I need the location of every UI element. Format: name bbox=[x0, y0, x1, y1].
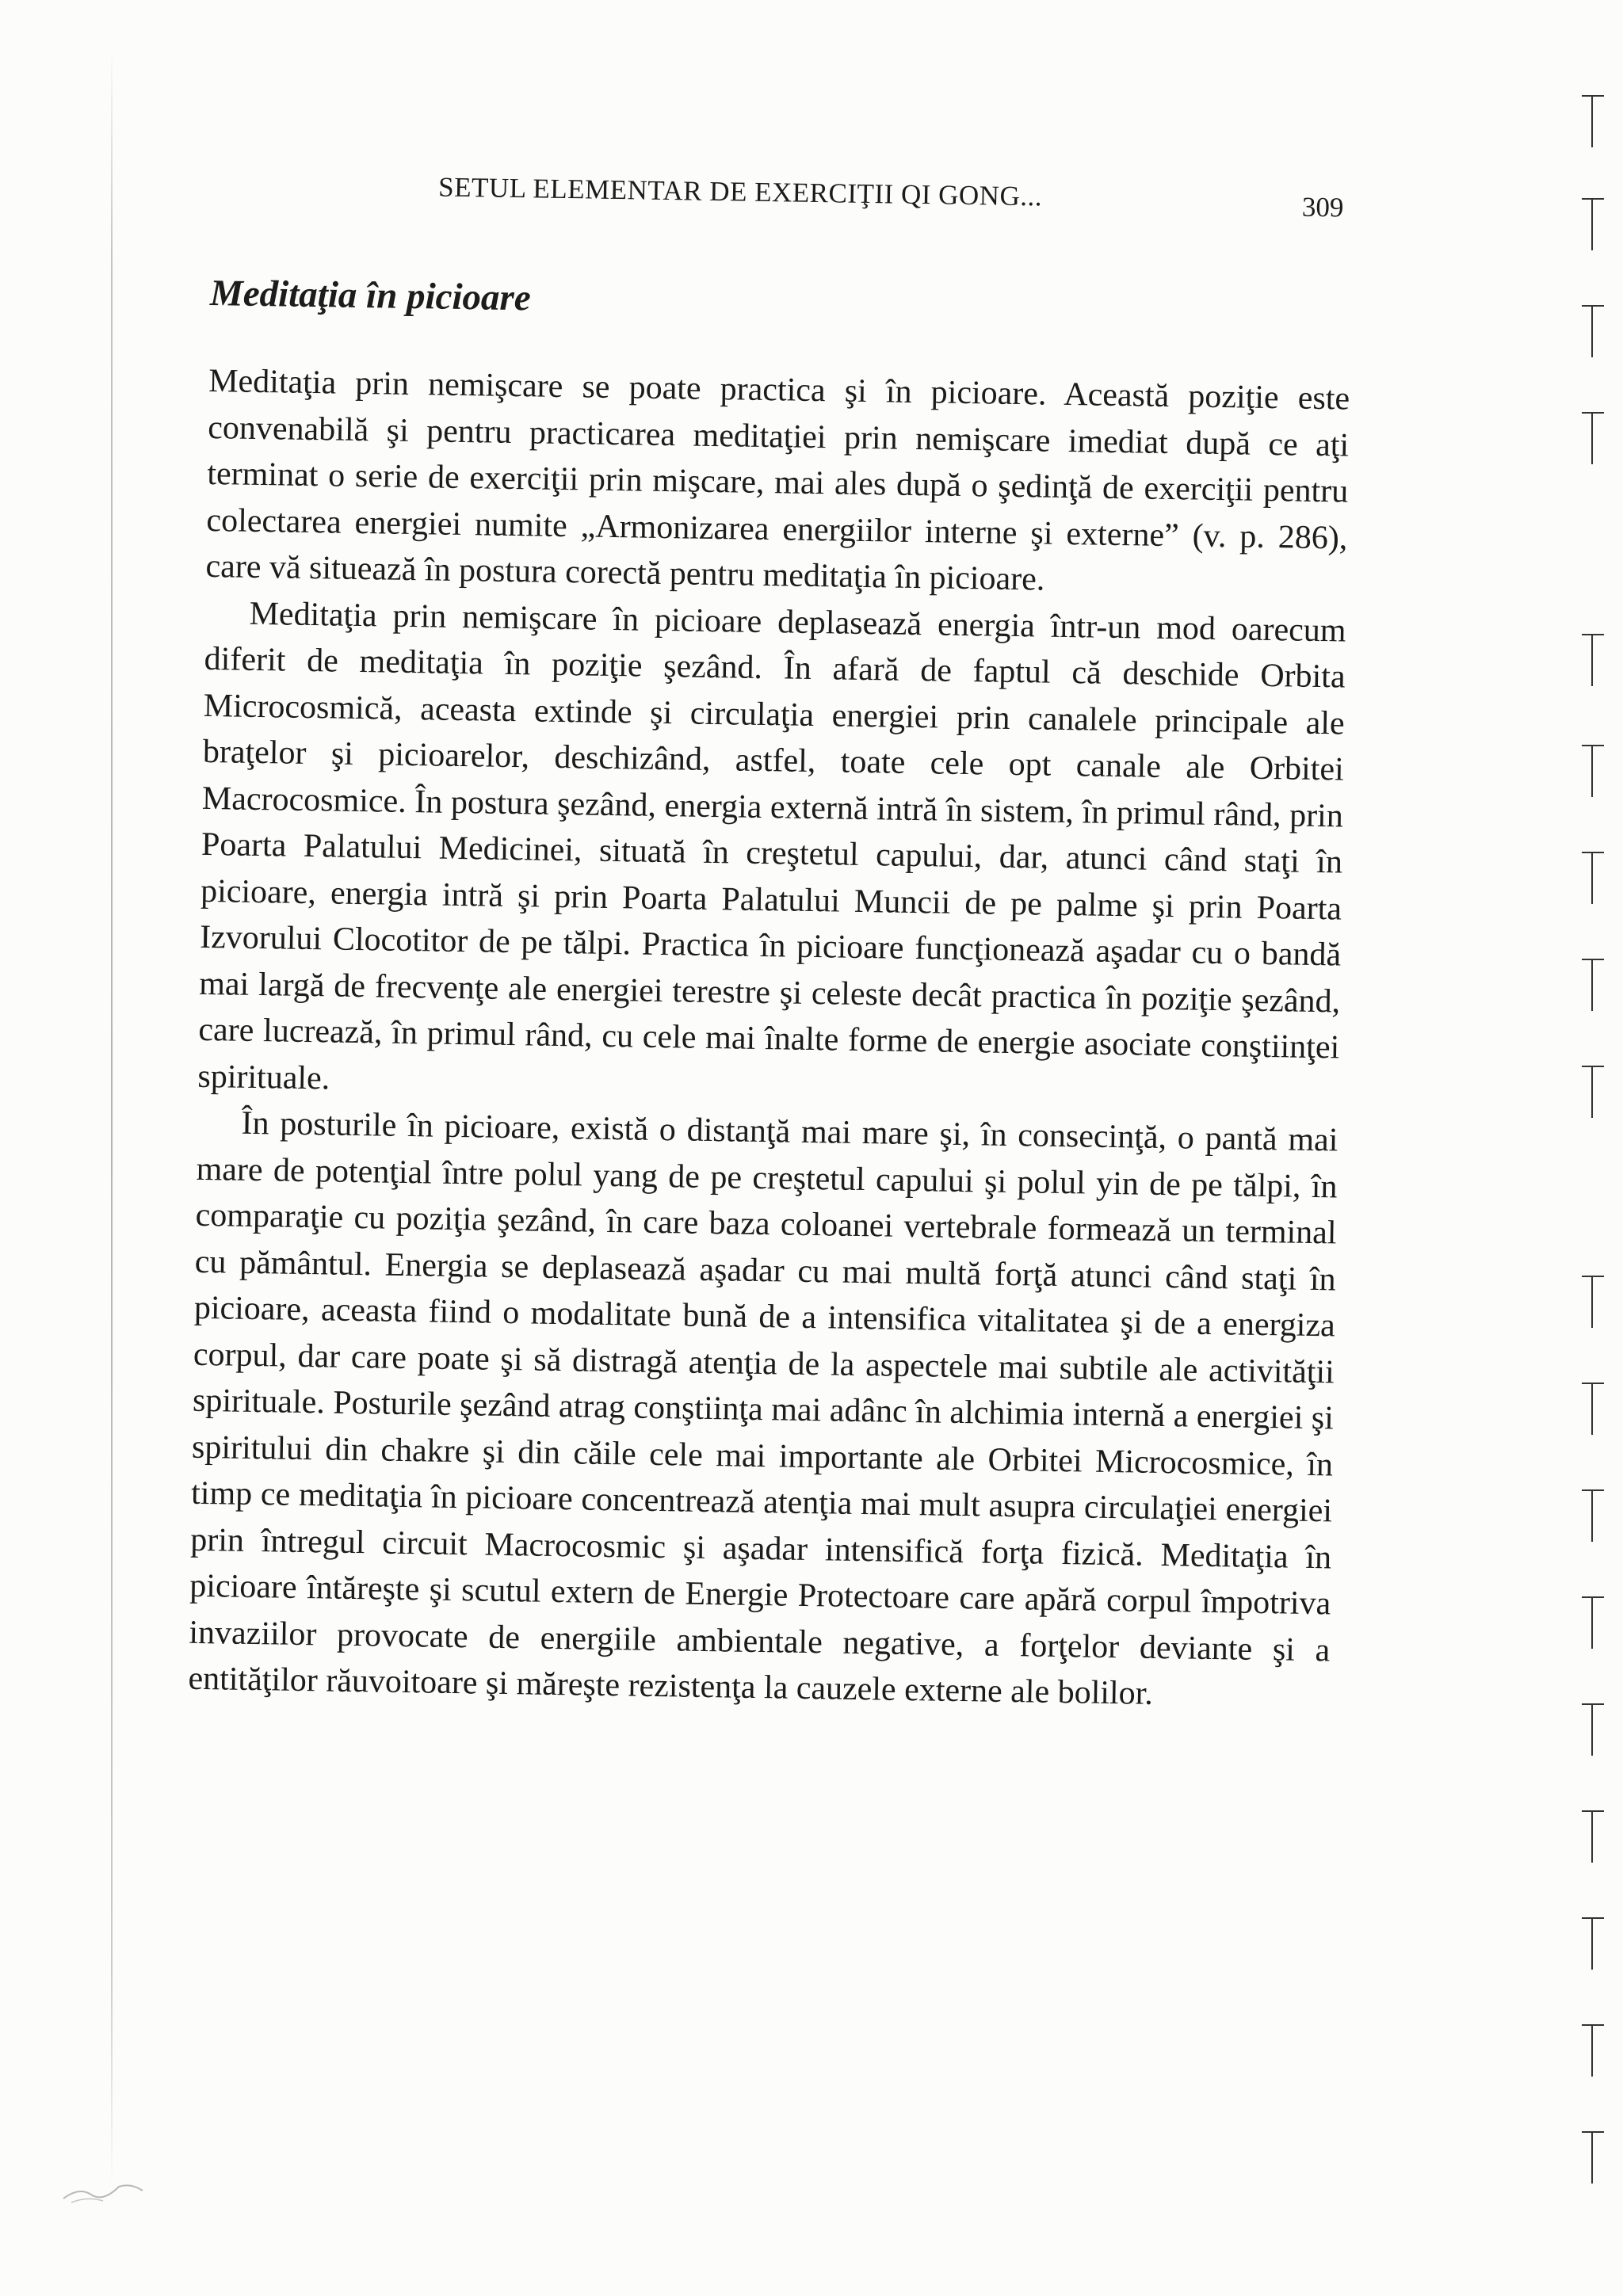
running-title: SETUL ELEMENTAR DE EXERCIŢII QI GONG... bbox=[437, 171, 1043, 212]
body-text bbox=[188, 358, 1350, 1720]
scan-edge-tick bbox=[1582, 1917, 1604, 1974]
scan-edge-tick bbox=[1582, 1489, 1604, 1547]
scan-edge-tick bbox=[1582, 305, 1604, 362]
scan-edge-tick bbox=[1582, 1383, 1604, 1440]
section-title: Meditaţia în picioare bbox=[209, 272, 532, 319]
page-number: 309 bbox=[1301, 191, 1344, 223]
scan-edge-tick bbox=[1582, 1810, 1604, 1867]
scan-edge-tick bbox=[1582, 959, 1604, 1016]
paragraph: Meditaţia prin nemişcare în picioare deplasează energia într-un mod oarecum diferit de meditaţia în poziţie şezând. În afară de faptul că deschide Orbita Microcosmică, aceasta extinde şi circulaţia energiei prin canalele principale ale braţelor şi picioarelor, deschizând, astfel, toate cele opt canale ale Orbitei Macrocosmice. În postura şezând, energia externă intră în sistem, în primul rând, prin Poarta Palatului Medicinei, situată în creştetul capului, dar, atunci când staţi în picioare, energia intră şi prin Poarta Palatului Muncii de pe palme şi prin Poarta Izvorului Clocotitor de pe tălpi. Practica în picioare funcţionează aşadar cu o bandă mai largă de frecvenţe ale energiei terestre şi celeste decât practica în poziţie şezând, care lucrează, în primul rând, cu cele mai înalte forme de energie asociate conştiinţei spirituale. bbox=[197, 595, 1346, 1097]
scan-edge-tick bbox=[1582, 852, 1604, 909]
scan-smudge bbox=[55, 2163, 151, 2210]
scan-edge-tick bbox=[1582, 198, 1604, 255]
scan-edge-tick bbox=[1582, 634, 1604, 691]
scan-edge-tick bbox=[1582, 1596, 1604, 1653]
scan-edge-tick bbox=[1582, 412, 1604, 469]
scan-edge-tick bbox=[1582, 95, 1604, 152]
book-page bbox=[188, 143, 1354, 1720]
paragraph: În posturile în picioare, există o distanţă mai mare şi, în consecinţă, o pantă mai mare de potenţial între polul yang de pe creştetul capului şi polul yin de pe tălpi, în comparaţie cu poziţia şezând, în care baza coloanei vertebrale formează un terminal cu pământul. Energia se deplasează aşadar cu mai multă forţă atunci când staţi în picioare, aceasta fiind o modalitate bună de a intensifica vitalitatea şi de a energiza corpul, dar care poate şi să distragă atenţia de la aspectele mai subtile ale activităţii spirituale. Posturile şezând atrag conştiinţa mai adânc în alchimia internă a energiei şi spiritului din chakre şi din căile cele mai importante ale Orbitei Microcosmice, în timp ce meditaţia în picioare concentrează atenţia mai mult asupra circulaţiei energiei prin întregul circuit Macrocosmic şi aşadar intensifică forţa fizică. Meditaţia în picioare întăreşte şi scutul extern de Energie Protectoare care apără corpul împotriva invaziilor provocate de energiile ambientale negative, a forţelor deviante şi a entităţilor răuvoitoare şi măreşte rezistenţa la cauzele externe ale bolilor. bbox=[188, 1104, 1338, 1712]
scan-left-edge-line bbox=[111, 48, 113, 2187]
scan-edge-tick bbox=[1582, 2131, 1604, 2188]
scan-edge-tick bbox=[1582, 1703, 1604, 1760]
running-head bbox=[212, 143, 1354, 224]
scan-edge-tick bbox=[1582, 2024, 1604, 2081]
scan-right-edge-marks bbox=[1582, 79, 1613, 2218]
scan-edge-tick bbox=[1582, 1276, 1604, 1333]
scan-edge-tick bbox=[1582, 745, 1604, 802]
paragraph: Meditaţia prin nemişcare se poate practica şi în picioare. Această poziţie este convenabilă şi pentru practicarea meditaţiei prin nemişcare imediat după ce aţi terminat o serie de exerciţii prin mişcare, mai ales după o şedinţă de exerciţii pentru colectarea energiei numite „Armonizarea energiilor interne şi externe” (v. p. 286), care vă situează în postura corectă pentru meditaţia în picioare. bbox=[205, 362, 1350, 598]
scan-edge-tick bbox=[1582, 1066, 1604, 1123]
